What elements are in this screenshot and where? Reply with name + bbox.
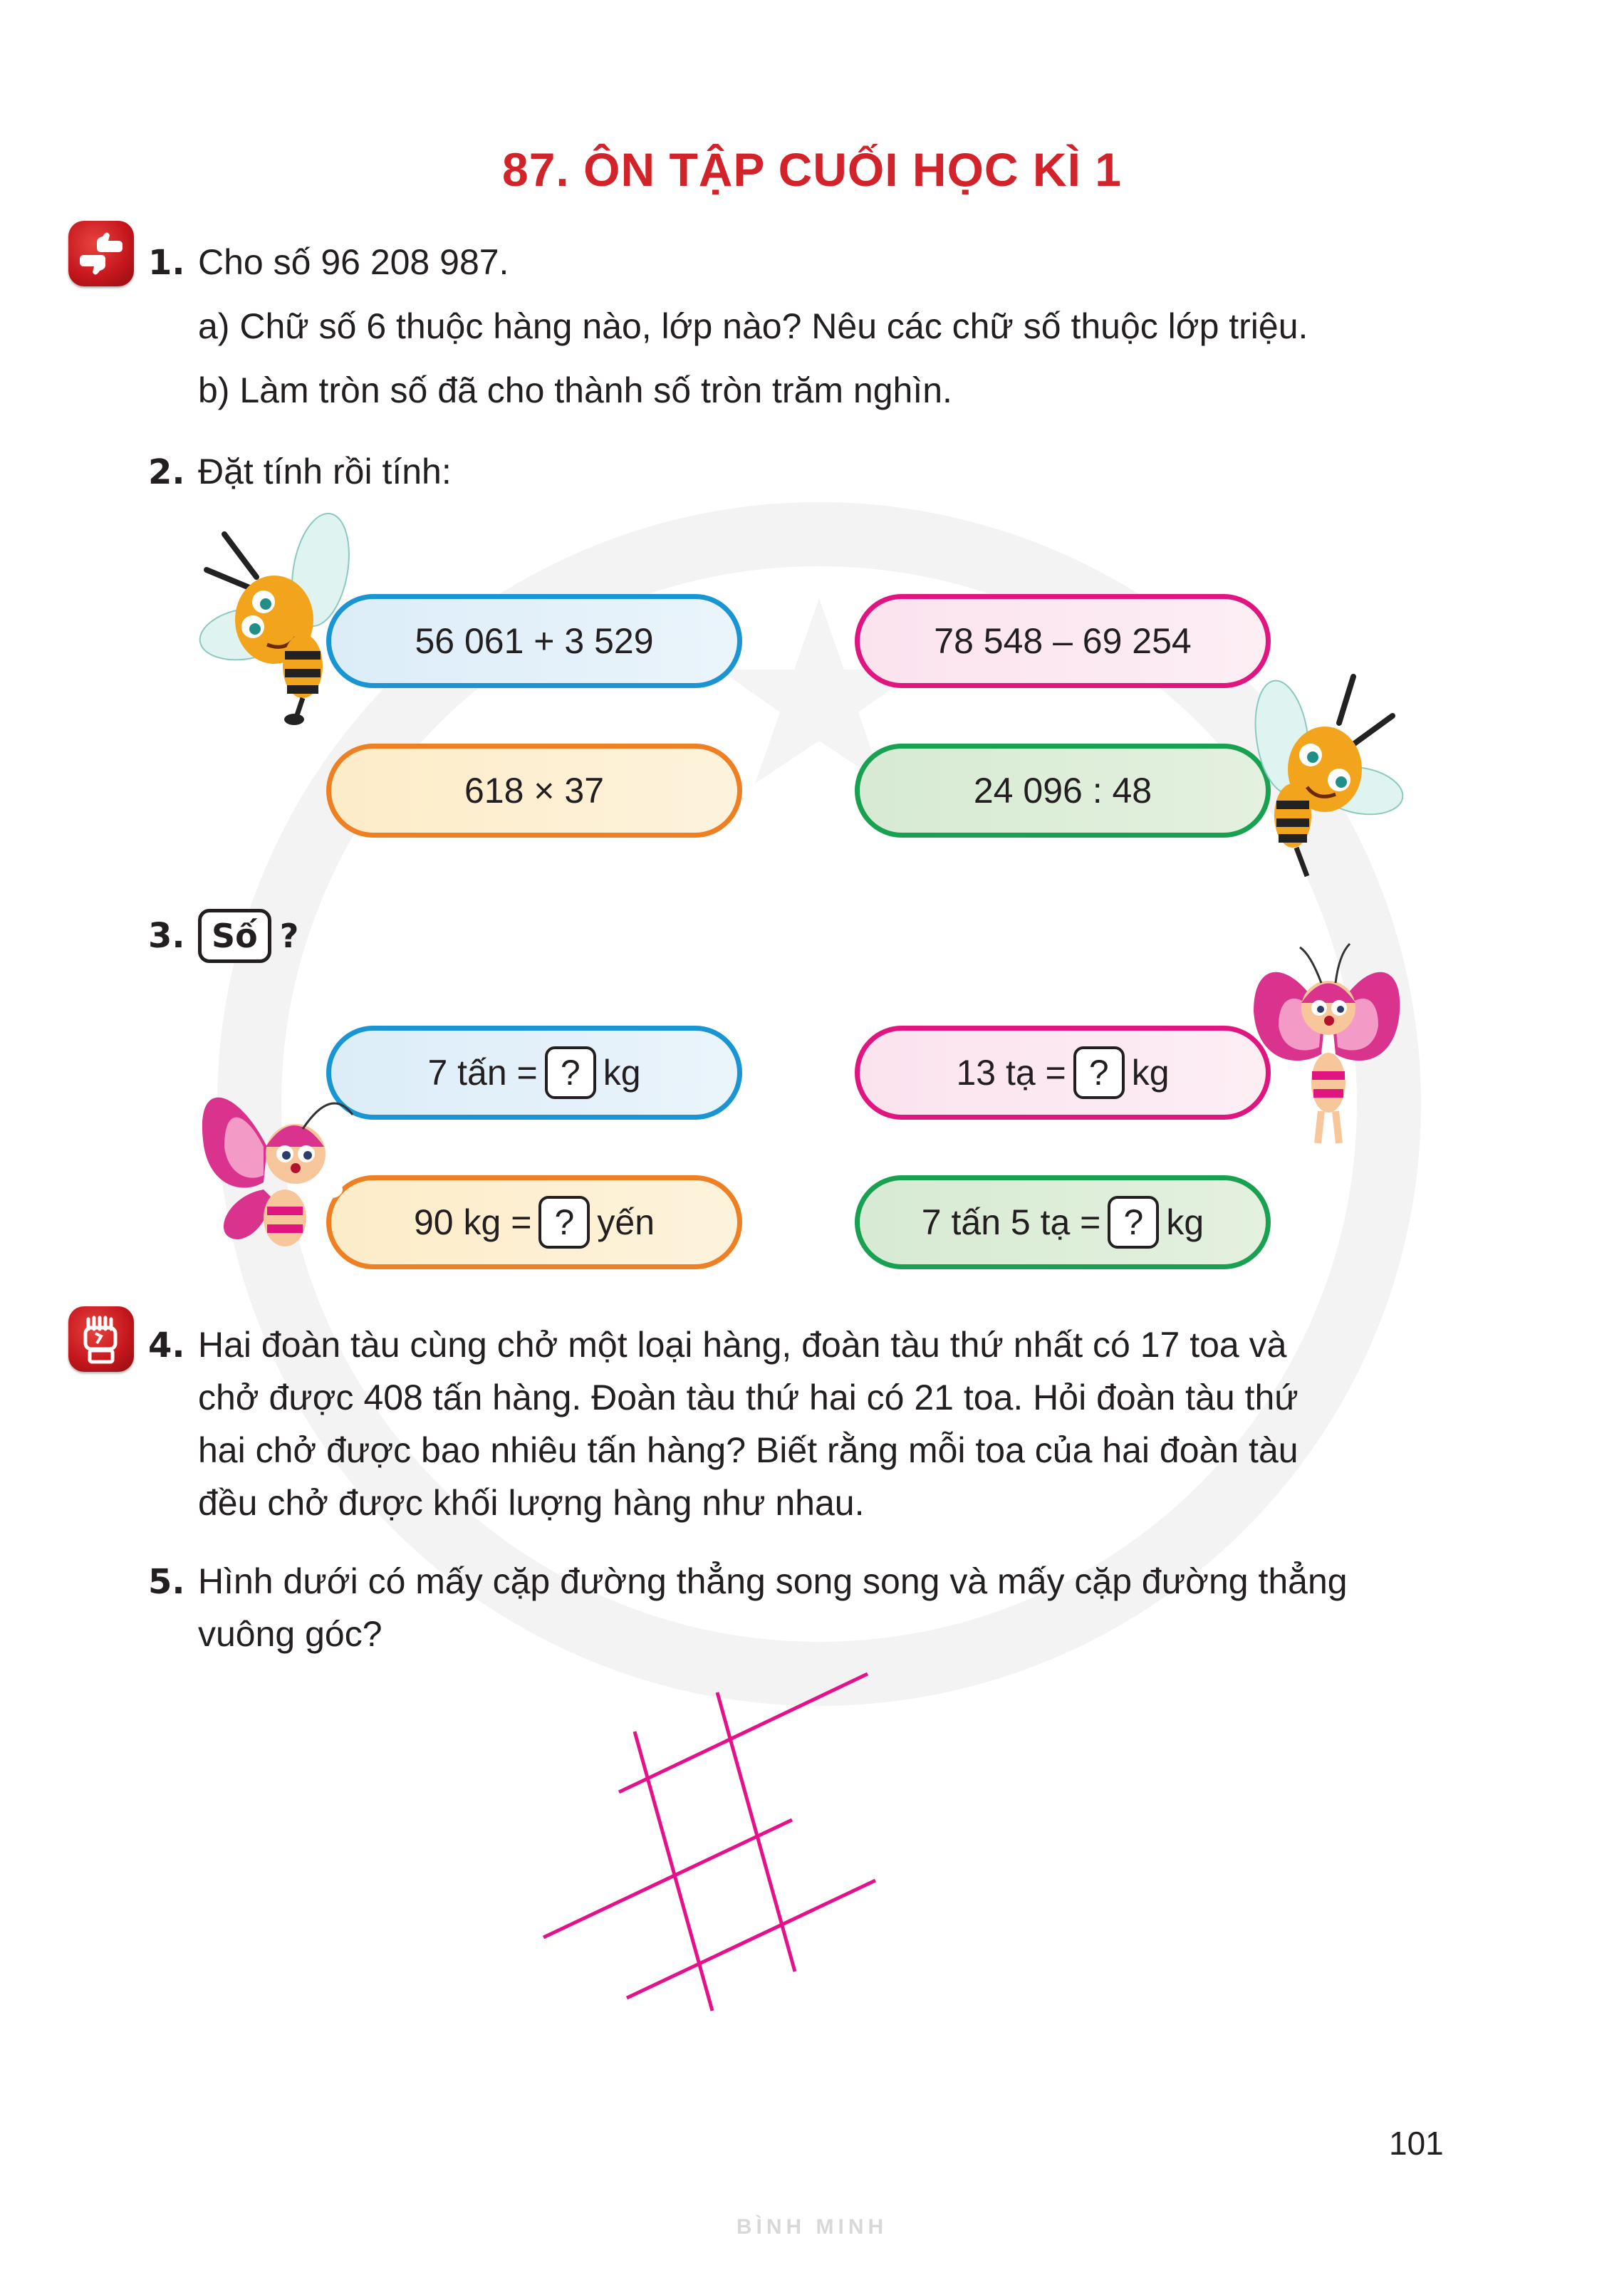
answer-blank-input[interactable]: ?: [545, 1046, 596, 1099]
exercise-2-heading: [148, 450, 452, 494]
bee-mascot-left-icon: [196, 513, 367, 727]
exercise-5-line: vuông góc?: [198, 1614, 382, 1654]
conversion-item: [855, 1175, 1271, 1269]
answer-blank-input[interactable]: ?: [1073, 1046, 1125, 1099]
conversion-item: [326, 1026, 742, 1120]
exercise-5-number: 5.: [148, 1562, 185, 1602]
operation-subtraction: [855, 594, 1271, 688]
conversion-left: 7 tấn 5 tạ =: [921, 1202, 1101, 1242]
conversion-unit: yến: [597, 1202, 655, 1242]
answer-blank-input[interactable]: ?: [538, 1196, 590, 1249]
figure-line-middle-slant: [543, 1820, 792, 1937]
butterfly-mascot-right-icon: [1239, 940, 1410, 1154]
bee-mascot-right-icon: [1239, 673, 1410, 887]
conversion-item: [326, 1175, 742, 1269]
exercise-2-number: 2.: [148, 452, 185, 492]
operation-expression: 78 548 – 69 254: [934, 621, 1192, 661]
exercise-1-heading: [148, 241, 509, 284]
operation-expression: 56 061 + 3 529: [415, 621, 654, 661]
page-number: 101: [1389, 2125, 1444, 2162]
exercise-1-badge: [68, 221, 134, 286]
figure-line-top-slant: [619, 1674, 868, 1792]
exercise-4-line: đều chở được khối lượng hàng như nhau.: [198, 1483, 865, 1523]
thumbs-exchange-icon: [68, 221, 134, 286]
operation-addition: [326, 594, 742, 688]
prompt-box: Số: [198, 909, 271, 963]
exercise-4-heading: [148, 1323, 1286, 1367]
operation-division: [855, 744, 1271, 838]
exercise-4-badge: [68, 1306, 134, 1372]
lesson-title: 87. ÔN TẬP CUỐI HỌC KÌ 1: [502, 143, 1122, 196]
exercise-2-prompt: Đặt tính rồi tính:: [198, 452, 452, 491]
exercise-1-number: 1.: [148, 243, 185, 283]
exercise-3-number: 3.: [148, 916, 185, 956]
exercise-5-heading: [148, 1560, 1348, 1603]
conversion-left: 13 tạ =: [956, 1053, 1066, 1093]
operation-multiplication: [326, 744, 742, 838]
conversion-left: 90 kg =: [413, 1202, 532, 1242]
exercise-1a-line: a) Chữ số 6 thuộc hàng nào, lớp nào? Nêu các chữ số thuộc lớp triệu.: [198, 306, 1308, 346]
conversion-left: 7 tấn =: [427, 1053, 538, 1093]
exercise-3-heading: [148, 909, 298, 963]
conversion-unit: kg: [1131, 1053, 1170, 1093]
figure-line-right-steep: [717, 1692, 795, 1972]
raised-fist-icon: [68, 1306, 134, 1372]
conversion-item: [855, 1026, 1271, 1120]
operation-expression: 24 096 : 48: [973, 771, 1152, 811]
conversion-unit: kg: [1166, 1202, 1204, 1242]
figure-line-left-steep: [635, 1732, 712, 2011]
watermark-text: BÌNH MINH: [736, 2215, 888, 2239]
exercise-4-number: 4.: [148, 1326, 185, 1365]
conversion-unit: kg: [603, 1053, 641, 1093]
exercise-1b-line: b) Làm tròn số đã cho thành số tròn trăm nghìn.: [198, 370, 952, 410]
figure-line-bottom-slant: [627, 1880, 875, 1998]
exercise-4-line: chở được 408 tấn hàng. Đoàn tàu thứ hai có 21 toa. Hỏi đoàn tàu thứ: [198, 1378, 1298, 1417]
answer-blank-input[interactable]: ?: [1108, 1196, 1159, 1249]
exercise-1-line: Cho số 96 208 987.: [198, 242, 509, 282]
exercise-4-line: hai chở được bao nhiêu tấn hàng? Biết rằng mỗi toa của hai đoàn tàu: [198, 1430, 1298, 1470]
exercise-5-line: Hình dưới có mấy cặp đường thẳng song song và mấy cặp đường thẳng: [198, 1561, 1348, 1601]
operation-expression: 618 × 37: [464, 771, 605, 811]
parallel-perpendicular-figure: [527, 1660, 1083, 2087]
butterfly-mascot-left-icon: [196, 1061, 367, 1275]
exercise-4-line: Hai đoàn tàu cùng chở một loại hàng, đoàn tàu thứ nhất có 17 toa và: [198, 1325, 1287, 1365]
prompt-suffix: ?: [279, 917, 299, 955]
